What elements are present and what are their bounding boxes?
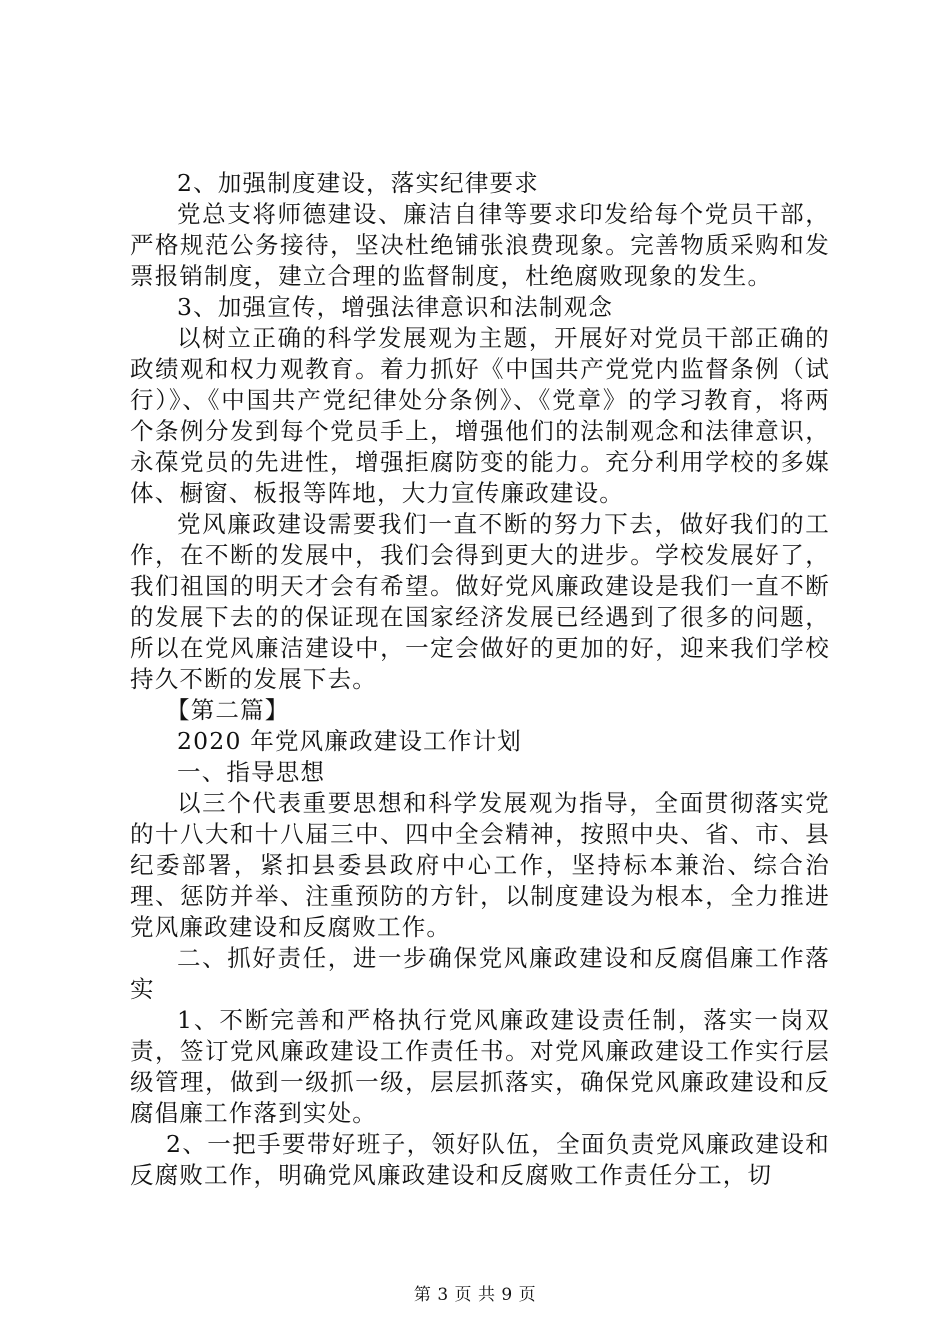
paragraph-responsibility-1: 1、不断完善和严格执行党风廉政建设责任制，落实一岗双责，签订党风廉政建设工作责任书。对党风廉政建设工作实行层级管理，做到一级抓一级，层层抓落实，确保党风廉政建设和反腐倡廉工作落到实处。 xyxy=(130,1006,830,1127)
subheading-publicity: 3、加强宣传，增强法律意识和法制观念 xyxy=(177,293,614,321)
document-body xyxy=(130,168,830,1191)
document-title: 2020 年党风廉政建设工作计划 xyxy=(177,727,522,755)
subheading-guiding-ideology: 一、指导思想 xyxy=(177,758,326,786)
paragraph-guiding-ideology: 以三个代表重要思想和科学发展观为指导，全面贯彻落实党的十八大和十八届三中、四中全会精神，按照中央、省、市、县纪委部署，紧扣县委县政府中心工作，坚持标本兼治、综合治理、惩防并举、注重预防的方针，以制度建设为根本，全力推进党风廉政建设和反腐败工作。 xyxy=(130,789,830,941)
section-marker: 【第二篇】 xyxy=(166,696,290,724)
page-number-footer: 第 3 页 共 9 页 xyxy=(413,1285,537,1305)
paragraph-responsibility-2: 2、一把手要带好班子，领好队伍，全面负责党风廉政建设和反腐败工作，明确党风廉政建设和反腐败工作责任分工，切 xyxy=(130,1130,830,1189)
paragraph-conclusion: 党风廉政建设需要我们一直不断的努力下去，做好我们的工作，在不断的发展中，我们会得到更大的进步。学校发展好了，我们祖国的明天才会有希望。做好党风廉政建设是我们一直不断的发展下去的的保证现在国家经济发展已经遇到了很多的问题，所以在党风廉洁建设中，一定会做好的更加的好，迎来我们学校持久不断的发展下去。 xyxy=(130,510,830,693)
paragraph-publicity: 以树立正确的科学发展观为主题，开展好对党员干部正确的政绩观和权力观教育。着力抓好《中国共产党党内监督条例（试行）》、《中国共产党纪律处分条例》、《党章》的学习教育，将两个条例分发到每个党员手上，增强他们的法制观念和法律意识，永葆党员的先进性，增强拒腐防变的能力。充分利用学校的多媒体、橱窗、板报等阵地，大力宣传廉政建设。 xyxy=(130,324,830,507)
paragraph-institution-building: 党总支将师德建设、廉洁自律等要求印发给每个党员干部，严格规范公务接待，坚决杜绝铺张浪费现象。完善物质采购和发票报销制度，建立合理的监督制度，杜绝腐败现象的发生。 xyxy=(130,200,830,290)
subheading-institution-building: 2、加强制度建设，落实纪律要求 xyxy=(177,169,539,197)
subheading-responsibility: 二、抓好责任，进一步确保党风廉政建设和反腐倡廉工作落实 xyxy=(130,944,830,1003)
